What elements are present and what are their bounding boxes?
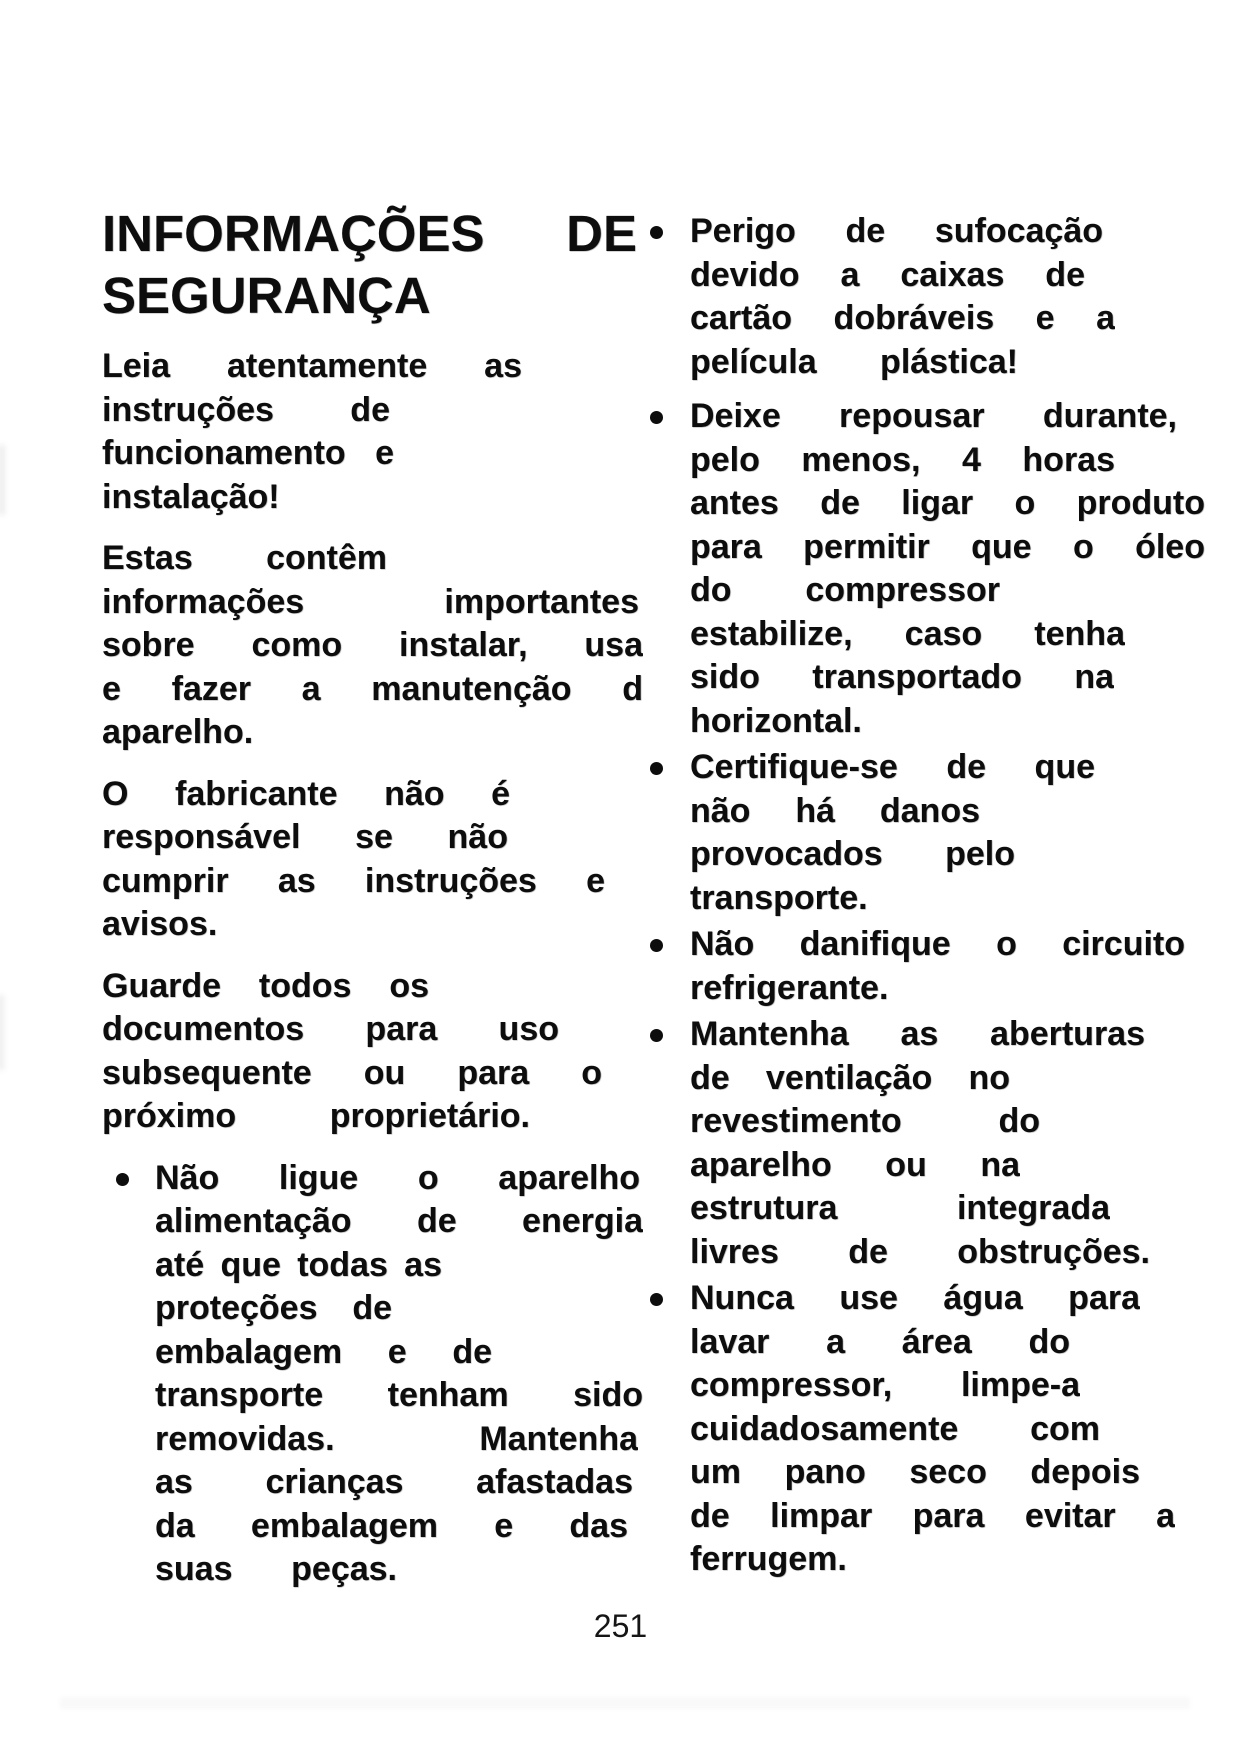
scan-artifact (60, 1697, 1190, 1709)
text-line: de ventilação no (690, 1058, 1010, 1097)
bullet-dot-icon (116, 1173, 129, 1186)
bullet-item (648, 1277, 1208, 1582)
text-line: as crianças afastadas (155, 1463, 633, 1501)
text-line: pelo menos, 4 horas (690, 440, 1115, 479)
text-line: Não danifique o circuito (690, 925, 1185, 963)
text-line: subsequente ou para o (102, 1053, 602, 1092)
text-line: até que todas as (155, 1245, 442, 1284)
text-line: cuidadosamente com (690, 1409, 1100, 1448)
text-line: Guarde todos os (102, 966, 429, 1005)
text-line: Deixe repousar durante, (690, 397, 1177, 435)
text-line: da embalagem e das (155, 1506, 628, 1545)
right-column (648, 210, 1208, 1582)
text-line: cumprir as instruções e (102, 861, 605, 900)
text-line: Não ligue o aparelho (155, 1158, 640, 1197)
paragraph (102, 965, 643, 1139)
text-line: para permitir que o óleo (690, 527, 1205, 566)
text-line: alimentação de energia (155, 1202, 643, 1240)
bullet-item (648, 210, 1208, 384)
bullet-item (648, 395, 1208, 743)
text-line: SEGURANÇA (102, 267, 431, 324)
text-line: refrigerante. (690, 968, 889, 1007)
text-line: avisos. (102, 905, 218, 943)
text-line: estrutura integrada (690, 1189, 1110, 1227)
text-line: próximo proprietário. (102, 1097, 530, 1135)
text-line: embalagem e de (155, 1332, 492, 1371)
text-line: responsável se não (102, 818, 508, 856)
left-column (102, 203, 643, 1592)
text-line: não há danos (690, 791, 980, 830)
text-line: aparelho. (102, 713, 254, 751)
text-line: Leia atentamente as (102, 347, 522, 385)
bullet-dot-icon (650, 411, 663, 424)
bullet-dot-icon (650, 1029, 663, 1042)
text-line: INFORMAÇÕES DE (102, 205, 637, 262)
text-line: do compressor (690, 571, 1000, 609)
text-line: documentos para uso (102, 1010, 559, 1048)
bullet-item (648, 746, 1208, 920)
text-line: funcionamento e (102, 434, 394, 472)
text-line: película plástica! (690, 342, 1018, 381)
paragraph (102, 537, 643, 755)
bullet-item (102, 1157, 643, 1592)
text-line: devido a caixas de (690, 255, 1085, 294)
text-line: lavar a área do (690, 1322, 1070, 1361)
text-line: Estas contêm (102, 539, 387, 577)
text-line: suas peças. (155, 1550, 397, 1588)
scan-artifact (0, 445, 5, 515)
text-line: compressor, limpe-a (690, 1366, 1080, 1404)
text-line: antes de ligar o produto (690, 484, 1205, 522)
page-number: 251 (593, 1608, 648, 1644)
text-line: e fazer a manutenção d (102, 669, 643, 708)
text-line: transporte tenham sido (155, 1376, 643, 1414)
paragraph (102, 773, 643, 947)
text-line: horizontal. (690, 701, 862, 740)
text-line: revestimento do (690, 1102, 1040, 1140)
text-line: Mantenha as aberturas (690, 1015, 1145, 1053)
text-line: estabilize, caso tenha (690, 614, 1125, 653)
bullet-dot-icon (650, 226, 663, 239)
text-line: removidas. Mantenha (155, 1419, 638, 1458)
bullet-dot-icon (650, 762, 663, 775)
text-line: O fabricante não é (102, 774, 510, 813)
bullet-dot-icon (650, 939, 663, 952)
bullet-item (648, 923, 1208, 1010)
text-line: instalação! (102, 477, 280, 516)
scan-artifact (0, 995, 4, 1070)
text-line: Perigo de sufocação (690, 212, 1103, 250)
text-line: cartão dobráveis e a (690, 299, 1115, 337)
text-line: um pano seco depois (690, 1453, 1140, 1491)
text-line: sobre como instalar, usa (102, 626, 643, 664)
text-line: sido transportado na (690, 658, 1114, 696)
bullet-item (648, 1013, 1208, 1274)
paragraph (102, 345, 643, 519)
text-line: aparelho ou na (690, 1145, 1020, 1184)
text-line: instruções de (102, 390, 390, 429)
text-line: informações importantes (102, 582, 639, 621)
text-line: Certifique-se de que (690, 748, 1095, 786)
document-title (102, 203, 643, 327)
text-line: Nunca use água para (690, 1279, 1140, 1317)
text-line: de limpar para evitar a (690, 1496, 1175, 1535)
text-line: transporte. (690, 878, 868, 917)
bullet-dot-icon (650, 1293, 663, 1306)
text-line: proteções de (155, 1289, 392, 1327)
text-line: ferrugem. (690, 1540, 847, 1578)
text-line: provocados pelo (690, 835, 1015, 873)
text-line: livres de obstruções. (690, 1232, 1150, 1271)
